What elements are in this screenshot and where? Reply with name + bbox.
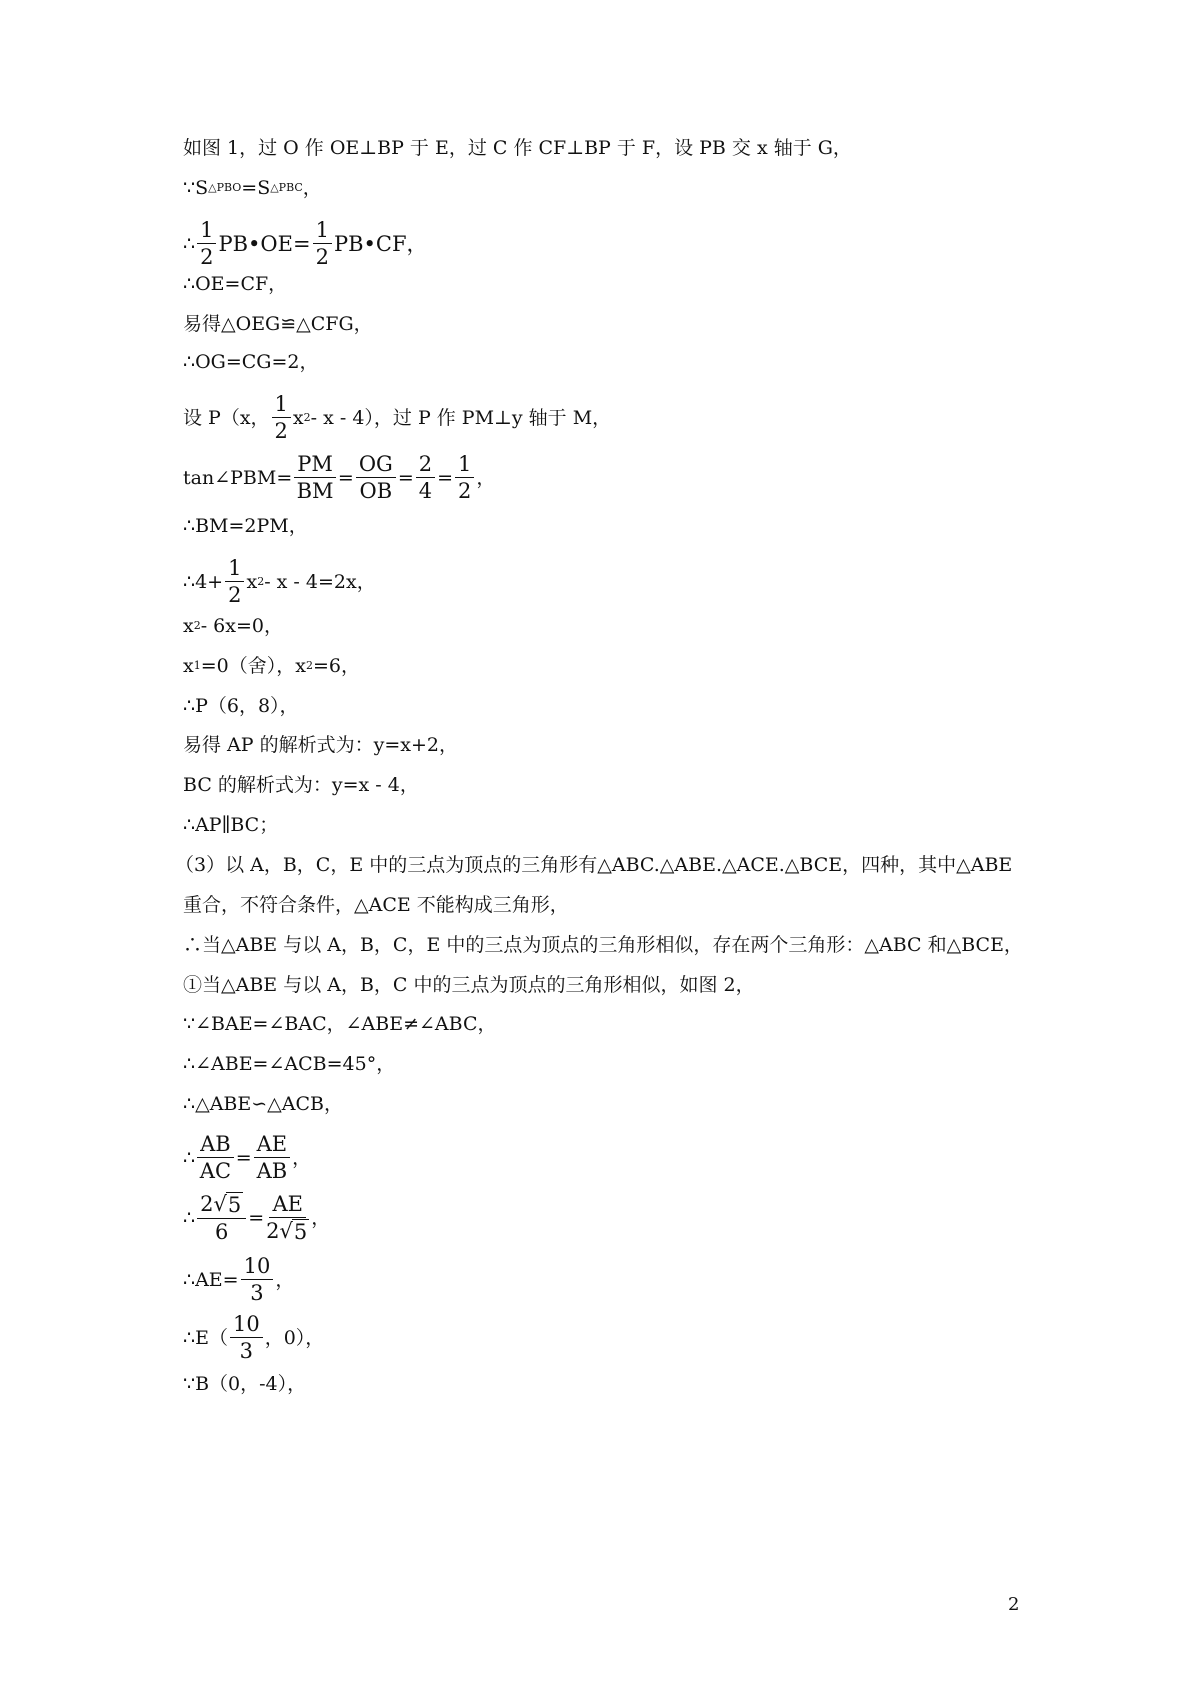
math-line: ∴E（ $\frac{10}{3}$ ，0），	[183, 1312, 325, 1363]
math-line: ∴4+ $\frac{1}{2}$ x 2 - x - 4=2x，	[183, 556, 376, 607]
fraction: $\frac{1}{2}$	[313, 218, 332, 269]
text-line: ∵B（0，-4），	[183, 1373, 307, 1395]
fraction: $\frac{AB}{AC}$	[197, 1132, 234, 1183]
text-line: x 2 - 6x=0，	[183, 615, 283, 637]
text-line: ∴∠ABE=∠ACB=45°，	[183, 1053, 396, 1075]
text-line: ∵S △PBO =S △PBC ，	[183, 177, 322, 199]
math-line: tan∠PBM= $\frac{PM}{BM}$ = $\frac{OG}{OB}$ = $\frac{2}{4}$ = $\frac{1}{2}$ ，	[183, 452, 496, 503]
math-line: ∴ 2 √ 5 6 = AE 2 √ 5 ，	[183, 1192, 331, 1244]
text-line: BC 的解析式为：y=x - 4，	[183, 774, 419, 796]
text-line: ∵∠BAE=∠BAC，∠ABE≠∠ABC，	[183, 1013, 497, 1035]
text-line: ∴当△ABE 与以 A，B，C，E 中的三点为顶点的三角形相似，存在两个三角形：△ABC 和△BCE，	[183, 934, 1023, 956]
text-line: ∴P（6，8），	[183, 695, 299, 717]
fraction: $\frac{AE}{AB}$	[254, 1132, 291, 1183]
math-line: ∴ $\frac{1}{2}$ PB•OE= $\frac{1}{2}$ PB•CF，	[183, 218, 428, 269]
text-line: ∴AP∥BC；	[183, 814, 279, 836]
text-line: ∴△ABE∽△ACB，	[183, 1093, 344, 1115]
page-number: 2	[1008, 1594, 1020, 1615]
fraction: $\frac{2}{4}$	[416, 452, 435, 503]
fraction: $\frac{PM}{BM}$	[294, 452, 336, 503]
fraction: $\frac{1}{2}$	[272, 392, 291, 443]
square-root: √ 5	[213, 1192, 242, 1217]
text-line: 如图 1，过 O 作 OE⊥BP 于 E，过 C 作 CF⊥BP 于 F，设 PB 交 x 轴于 G，	[183, 137, 852, 159]
text-line: ①当△ABE 与以 A，B，C 中的三点为顶点的三角形相似，如图 2，	[183, 974, 755, 996]
fraction: $\frac{OG}{OB}$	[356, 452, 396, 503]
fraction: $\frac{1}{2}$	[225, 556, 244, 607]
fraction: $\frac{10}{3}$	[241, 1254, 274, 1305]
square-root: √ 5	[279, 1219, 308, 1244]
text-line: ∴OG=CG=2，	[183, 351, 319, 373]
text-line: ∴BM=2PM，	[183, 515, 308, 537]
fraction: AE 2 √ 5	[266, 1192, 308, 1244]
text-line: （3）以 A，B，C，E 中的三点为顶点的三角形有△ABC.△ABE.△ACE.△BCE，四种，其中△ABE	[175, 854, 1013, 876]
text-line: 易得 AP 的解析式为：y=x+2，	[183, 734, 458, 756]
math-line: 设 P（x， $\frac{1}{2}$ x 2 - x - 4），过 P 作 PM⊥y 轴于 M，	[183, 392, 612, 443]
fraction: 2 √ 5 6	[197, 1192, 246, 1244]
text-line: 易得△OEG≌△CFG，	[183, 313, 373, 335]
math-line: ∴ $\frac{AB}{AC}$ = $\frac{AE}{AB}$ ，	[183, 1132, 312, 1183]
fraction: $\frac{1}{2}$	[197, 218, 216, 269]
text-line: 重合，不符合条件，△ACE 不能构成三角形，	[183, 894, 569, 916]
fraction: $\frac{1}{2}$	[455, 452, 474, 503]
math-line: ∴AE= $\frac{10}{3}$ ，	[183, 1254, 295, 1305]
fraction: $\frac{10}{3}$	[230, 1312, 263, 1363]
text-line: x 1 =0（舍），x 2 =6，	[183, 655, 360, 677]
text-line: ∴OE=CF，	[183, 273, 288, 295]
